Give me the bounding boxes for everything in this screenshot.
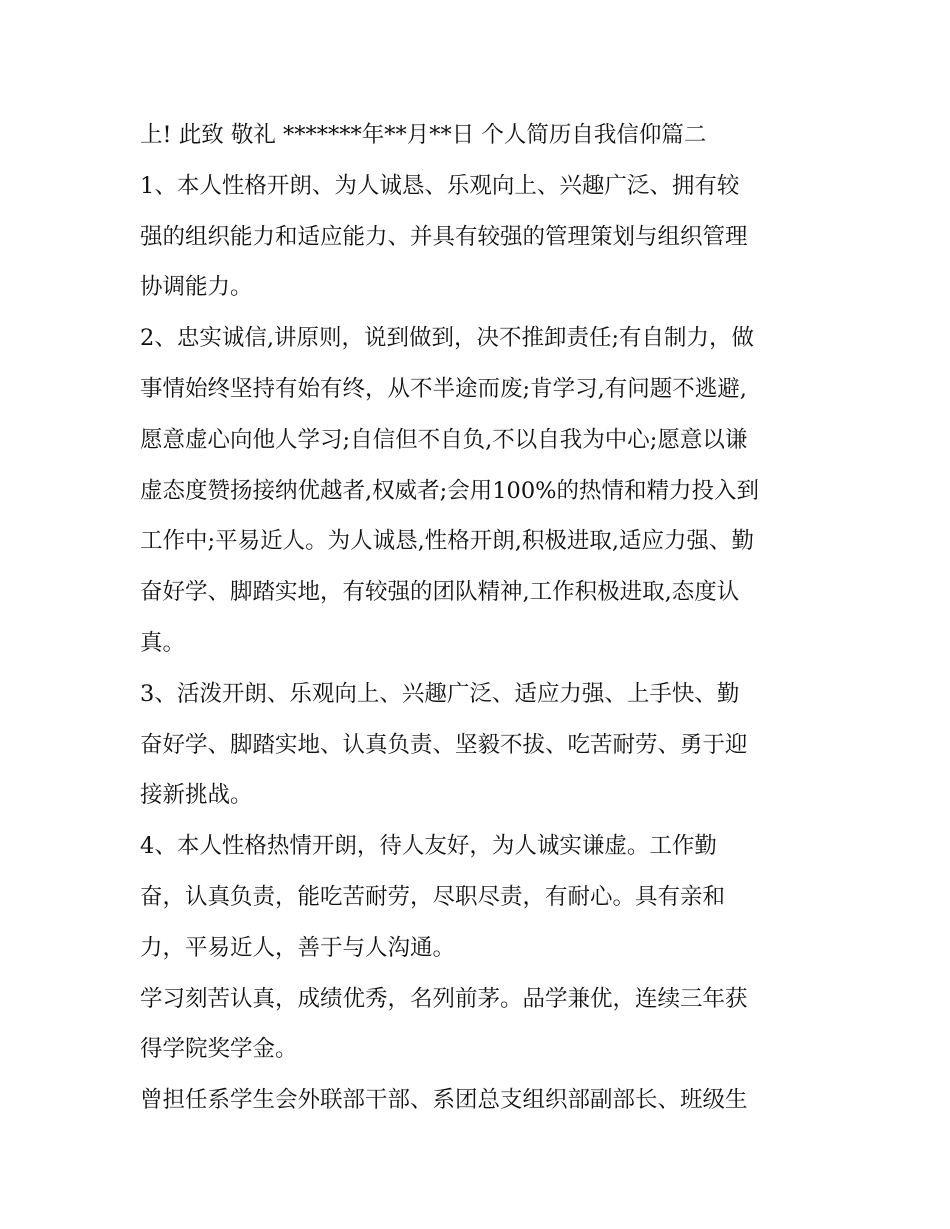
text-line: 2、忠实诚信,讲原则，说到做到，决不推卸责任;有自制力，做 [140, 325, 755, 352]
text-line: 接新挑战。 [140, 782, 253, 809]
text-line: 学习刻苦认真，成绩优秀，名列前茅。品学兼优，连续三年获 [140, 985, 748, 1012]
text-line: 愿意虚心向他人学习;自信但不自负,不以自我为中心;愿意以谦 [140, 426, 748, 453]
text-line: 3、活泼开朗、乐观向上、兴趣广泛、适应力强、上手快、勤 [140, 680, 740, 707]
text-line: 力，平易近人，善于与人沟通。 [140, 934, 456, 961]
text-line: 虚态度赞扬接纳优越者,权威者;会用100%的热情和精力投入到 [140, 477, 760, 504]
text-line: 协调能力。 [140, 274, 253, 301]
text-line: 4、本人性格热情开朗，待人友好，为人诚实谦虚。工作勤 [140, 833, 717, 860]
text-line: 上! 此致 敬礼 *******年**月**日 个人简历自我信仰篇二 [140, 122, 707, 148]
text-line: 奋，认真负责，能吃苦耐劳，尽职尽责，有耐心。具有亲和 [140, 883, 726, 910]
text-line: 强的组织能力和适应能力、并具有较强的管理策划与组织管理 [140, 223, 748, 250]
document-body [140, 110, 820, 1126]
text-line: 1、本人性格开朗、为人诚恳、乐观向上、兴趣广泛、拥有较 [140, 172, 740, 199]
text-line: 奋好学、脚踏实地、认真负责、坚毅不拔、吃苦耐劳、勇于迎 [140, 731, 748, 758]
text-line: 真。 [140, 629, 186, 656]
text-line: 事情始终坚持有始有终，从不半途而废;肯学习,有问题不逃避, [140, 375, 747, 402]
text-line: 奋好学、脚踏实地，有较强的团队精神,工作积极进取,态度认 [140, 579, 740, 606]
text-line: 工作中;平易近人。为人诚恳,性格开朗,积极进取,适应力强、勤 [140, 528, 755, 555]
text-line: 曾担任系学生会外联部干部、系团总支组织部副部长、班级生 [140, 1087, 748, 1114]
text-line: 得学院奖学金。 [140, 1036, 298, 1063]
